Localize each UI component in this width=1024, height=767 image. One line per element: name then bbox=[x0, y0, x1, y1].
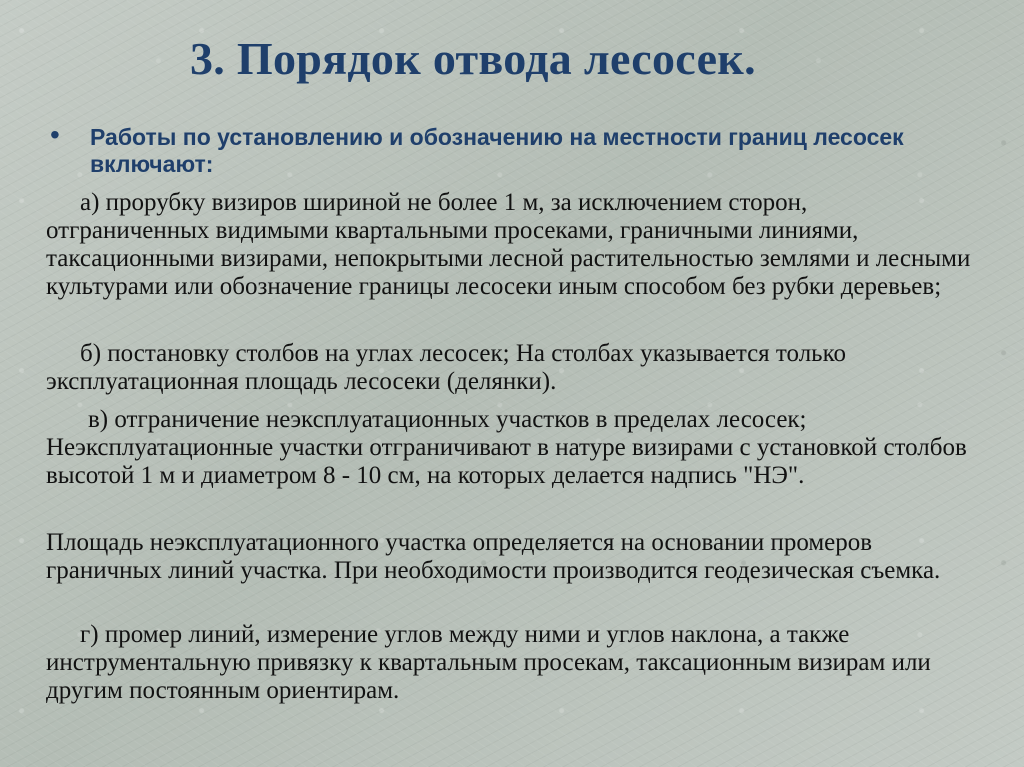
bullet-marker: • bbox=[50, 119, 60, 150]
intro-text: Работы по установлению и обозначению на местности границ лесосек включают: bbox=[90, 124, 904, 177]
slide-title: 3. Порядок отвода лесосек. bbox=[190, 33, 756, 84]
paragraph-c: в) отграничение неэксплуатационных участков в пределах лесосек; Неэксплуатационные участки отграничивают в натуре визирами с установкой столбов высотой 1 м и диаметром 8 - 10 см, на которых делается надпись "НЭ". bbox=[46, 406, 967, 489]
paragraph-d: Площадь неэксплуатационного участка определяется на основании промеров граничных линий участка. При необходимости производится геодезическая съемка. bbox=[46, 529, 941, 584]
paragraph-e: г) промер линий, измерение углов между ними и углов наклона, а также инструментальную привязку к квартальным просекам, таксационным визирам или другим постоянным ориентирам. bbox=[46, 621, 931, 704]
paragraph-a: а) прорубку визиров шириной не более 1 м, за исключением сторон, отграниченных видимыми квартальными просеками, граничными линиями, таксационными визирами, непокрытыми лесной растительностью землями и лесными культурами или обозначение границы лесосеки иным способом без рубки деревьев; bbox=[46, 189, 971, 300]
paragraph-b: б) постановку столбов на углах лесосек; На столбах указывается только эксплуатационная площадь лесосеки (делянки). bbox=[46, 340, 846, 395]
